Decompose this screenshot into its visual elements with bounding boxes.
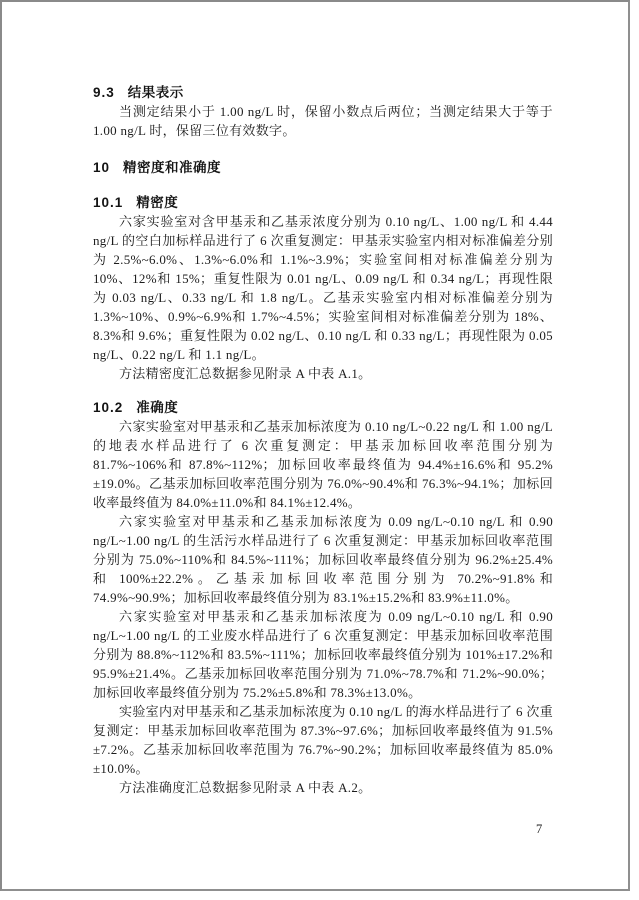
section-number: 10.2 — [93, 400, 124, 415]
paragraph-precision-appendix-ref: 方法精密度汇总数据参见附录 A 中表 A.1。 — [119, 366, 372, 381]
paragraph-accuracy-appendix-ref: 方法准确度汇总数据参见附录 A 中表 A.2。 — [119, 780, 372, 795]
section-title: 精密度和准确度 — [123, 160, 222, 175]
heading-9-3-result-representation — [93, 84, 553, 102]
paragraph-result-format: 当测定结果小于 1.00 ng/L 时，保留小数点后两位；当测定结果大于等于 1.00 ng/L 时，保留三位有效数字。 — [93, 104, 553, 138]
page-number: 7 — [536, 822, 543, 836]
section-title: 准确度 — [136, 400, 179, 415]
section-number: 10.1 — [93, 195, 124, 210]
heading-10-1-precision — [93, 194, 553, 212]
page-content — [93, 84, 553, 797]
paragraph-precision-data: 六家实验室对含甲基汞和乙基汞浓度分别为 0.10 ng/L、1.00 ng/L 和 4.44 ng/L 的空白加标样品进行了 6 次重复测定：甲基汞实验室内相对标准偏差分别为 2.5%~6.0%、1.3%~6.0%和 1.1%~3.9%；实验室间相对标准偏差分别为 10%、12%和 15%；重复性限为 0.01 ng/L、0.09 ng/L 和 0.34 ng/L；再现性限为 0.03 ng/L、0.33 ng/L 和 1.8 ng/L。乙基汞实验室内相对标准偏差分别为 1.3%~10%、0.9%~6.9%和 1.7%~4.5%；实验室间相对标准偏差分别为 18%、8.3%和 9.6%；重复性限为 0.02 ng/L、0.10 ng/L 和 0.33 ng/L；再现性限为 0.05 ng/L、0.22 ng/L 和 1.1 ng/L。 — [93, 214, 553, 362]
section-title: 精密度 — [136, 195, 179, 210]
section-title: 结果表示 — [127, 85, 184, 100]
heading-10-precision-accuracy — [93, 159, 553, 177]
paragraph-accuracy-industrial-wastewater: 六家实验室对甲基汞和乙基汞加标浓度为 0.09 ng/L~0.10 ng/L 和 0.90 ng/L~1.00 ng/L 的工业废水样品进行了 6 次重复测定：甲基汞加标回收率范围分别为 88.8%~112%和 83.5%~111%；加标回收率最终值分别为 101%±17.2%和 95.9%±21.4%。乙基汞加标回收率范围分别为 71.0%~78.7%和 71.2%~90.0%；加标回收率最终值分别为 75.2%±5.8%和 78.3%±13.0%。 — [93, 609, 553, 700]
paragraph-accuracy-surface-water: 六家实验室对甲基汞和乙基汞加标浓度为 0.10 ng/L~0.22 ng/L 和 1.00 ng/L 的地表水样品进行了 6 次重复测定：甲基汞加标回收率范围分别为 81.7%~106%和 87.8%~112%；加标回收率最终值为 94.4%±16.6%和 95.2%±19.0%。乙基汞加标回收率范围分别为 76.0%~90.4%和 76.3%~94.1%；加标回收率最终值为 84.0%±11.0%和 84.1%±12.4%。 — [93, 419, 553, 510]
paragraph-accuracy-domestic-sewage: 六家实验室对甲基汞和乙基汞加标浓度为 0.09 ng/L~0.10 ng/L 和 0.90 ng/L~1.00 ng/L 的生活污水样品进行了 6 次重复测定：甲基汞加标回收率范围分别为 75.0%~110%和 84.5%~111%；加标回收率最终值分别为 96.2%±25.4%和 100%±22.2%。乙基汞加标回收率范围分别为 70.2%~91.8%和 74.9%~90.9%；加标回收率最终值分别为 83.1%±15.2%和 83.9%±11.0%。 — [93, 514, 553, 605]
paragraph-accuracy-seawater: 实验室内对甲基汞和乙基汞加标浓度为 0.10 ng/L 的海水样品进行了 6 次重复测定：甲基汞加标回收率范围为 87.3%~97.6%；加标回收率最终值为 91.5%±7.2%。乙基汞加标回收率范围为 76.7%~90.2%；加标回收率最终值为 85.0%±10.0%。 — [93, 704, 553, 776]
heading-10-2-accuracy — [93, 399, 553, 417]
section-number: 9.3 — [93, 85, 115, 100]
section-number: 10 — [93, 160, 111, 175]
